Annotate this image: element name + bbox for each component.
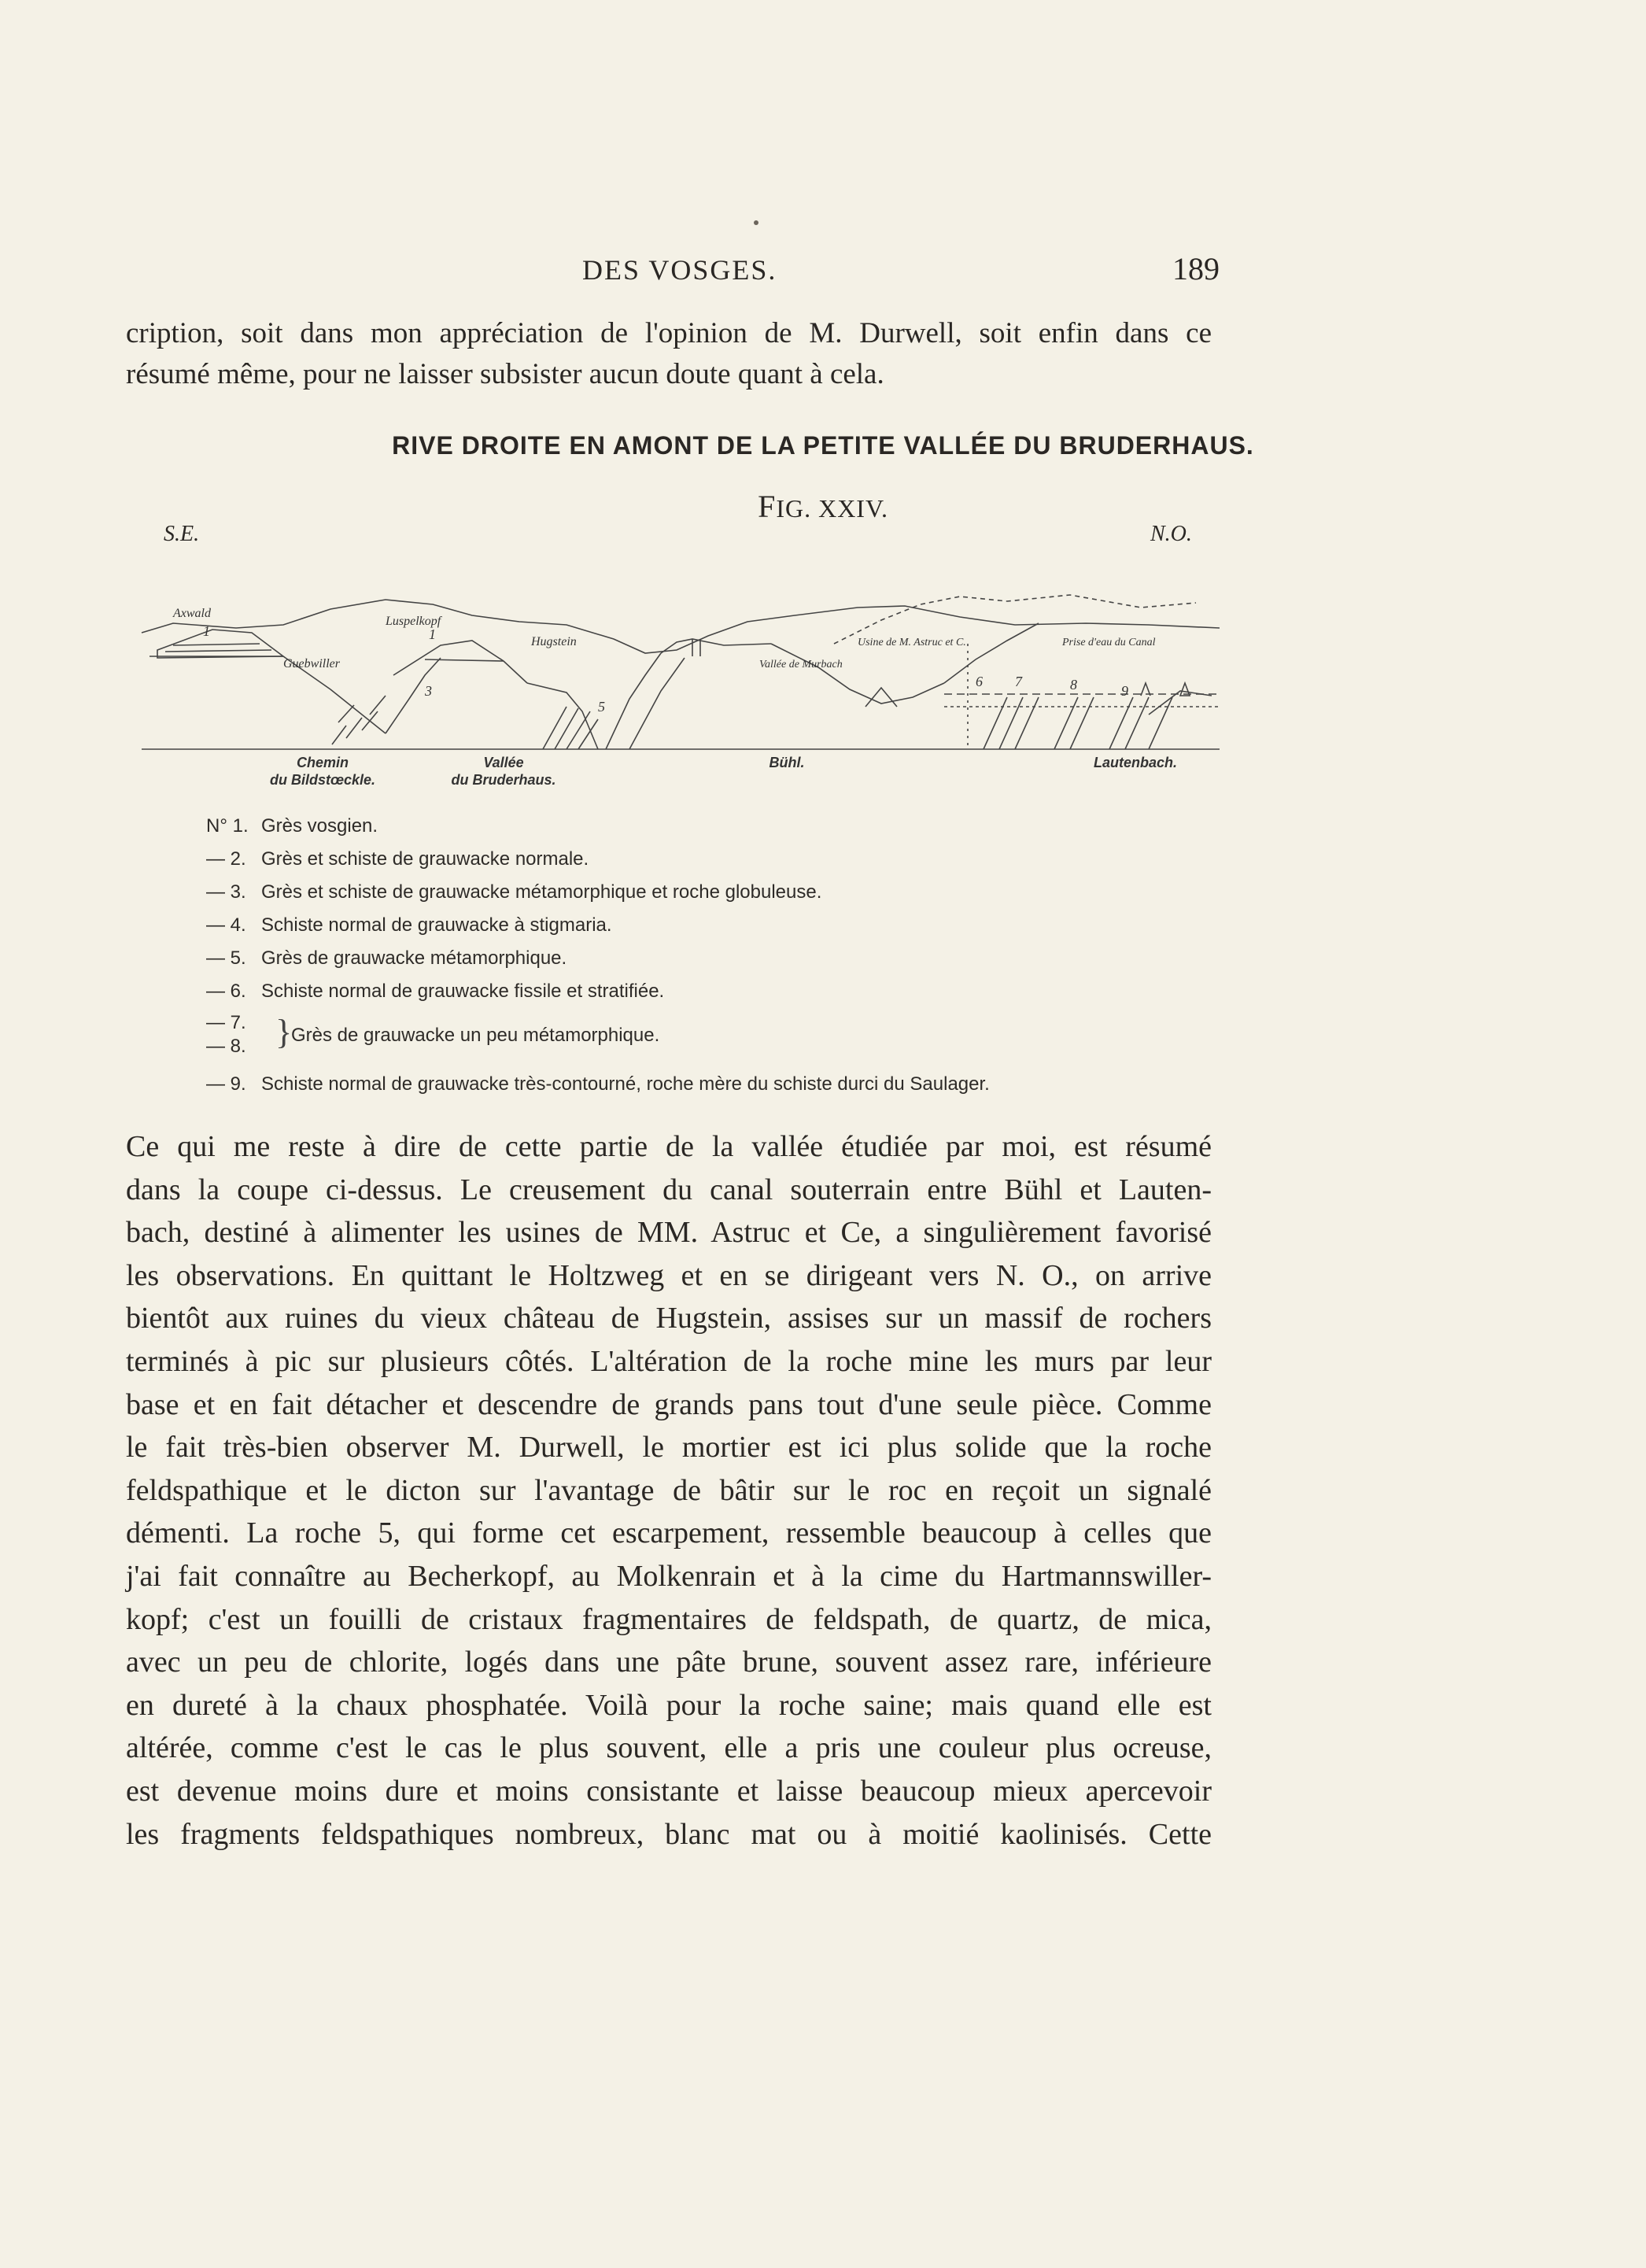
legend-text: Grès et schiste de grauwacke métamorphique et roche globuleuse. xyxy=(261,881,822,903)
hatching xyxy=(984,697,1172,749)
layer-line xyxy=(425,659,504,661)
text-line: bach, destiné à alimenter les usines de MM. Astruc et Ce, a singulièrement favorisé xyxy=(126,1216,1212,1250)
legend-text: Grès de grauwacke un peu métamorphique. xyxy=(291,1025,660,1046)
page-number: 189 xyxy=(1172,251,1220,286)
caption-line: du Bruderhaus. xyxy=(451,772,556,788)
hill-outline xyxy=(393,641,527,683)
text-line: est devenue moins dure et moins consistante et laisse beaucoup mieux apercevoir xyxy=(126,1774,1212,1808)
text-line: j'ai fait connaître au Becherkopf, au Molkenrain et à la cime du Hartmannswiller- xyxy=(126,1559,1212,1593)
legend-row xyxy=(206,848,589,870)
layer-number: 1 xyxy=(429,626,436,642)
figure-label-initial: F xyxy=(758,489,777,524)
layer-line xyxy=(173,644,260,645)
running-head xyxy=(0,253,1646,293)
label-prise-eau: Prise d'eau du Canal xyxy=(1062,637,1156,648)
layer-number: 1 xyxy=(203,623,210,639)
legend-number: — 7. xyxy=(206,1012,246,1033)
legend-text: Schiste normal de grauwacke très-contourné, roche mère du schiste durci du Saulager. xyxy=(261,1073,990,1095)
legend-text: Grès et schiste de grauwacke normale. xyxy=(261,848,589,870)
text-line: feldspathique et le dicton sur l'avantage de bâtir sur le roc en reçoit un signalé xyxy=(126,1473,1212,1507)
layer-number: 9 xyxy=(1121,683,1128,699)
caption-line: Chemin xyxy=(296,755,349,770)
legend-brace: } xyxy=(275,1013,293,1051)
legend-text: Schiste normal de grauwacke fissile et stratifiée. xyxy=(261,981,665,1002)
text-line: altérée, comme c'est le cas le plus souvent, elle a pris une couleur plus ocreuse, xyxy=(126,1731,1212,1765)
slope-line xyxy=(944,623,1039,683)
text-line: base et en fait détacher et descendre de grands pans tout d'une seule pièce. Comme xyxy=(126,1387,1212,1421)
legend-text: Schiste normal de grauwacke à stigmaria. xyxy=(261,914,612,936)
surface-profile xyxy=(142,600,1220,653)
text-line: les observations. En quittant le Holtzweg et en se dirigeant vers N. O., on arrive xyxy=(126,1258,1212,1292)
contact-line xyxy=(386,658,441,733)
layer-number: 6 xyxy=(976,674,983,689)
text-line: le fait très-bien observer M. Durwell, le mortier est ici plus solide que la roche xyxy=(126,1431,1212,1465)
caption-line: Vallée xyxy=(483,755,524,770)
body-paragraph xyxy=(126,1125,1212,1856)
text-line: terminés à pic sur plusieurs côtés. L'altération de la roche mine les murs par leur xyxy=(126,1344,1212,1378)
legend-row xyxy=(206,815,378,837)
legend-number: N° 1. xyxy=(206,815,249,837)
contact-line xyxy=(606,653,661,749)
label-axwald: Axwald xyxy=(173,607,211,620)
contact-line xyxy=(629,658,685,749)
label-guebwiller: Guebwiller xyxy=(283,657,340,670)
layer-1-cap xyxy=(157,630,283,658)
caption-chemin xyxy=(260,754,386,789)
caption-buhl: Bühl. xyxy=(769,755,805,770)
hatching xyxy=(362,696,386,730)
text-line: les fragments feldspathiques nombreux, blanc mat ou à moitié kaolinisés. Cette xyxy=(126,1817,1212,1851)
figure-label-rest: IG. XXIV. xyxy=(776,494,888,523)
valley-outline xyxy=(771,644,944,704)
label-usine: Usine de M. Astruc et C. xyxy=(858,637,966,648)
layer-line xyxy=(165,650,271,652)
text-line: cription, soit dans mon appréciation de l'opinion de M. Durwell, soit enfin dans ce xyxy=(126,317,1212,349)
layer-number: 7 xyxy=(1015,674,1022,689)
text-line: avec un peu de chlorite, logés dans une pâte brune, souvent assez rare, inférieure xyxy=(126,1646,1212,1679)
layer-number: 3 xyxy=(425,683,432,699)
legend-number: — 9. xyxy=(206,1073,246,1095)
legend-text: Grès vosgien. xyxy=(261,815,378,837)
layer-number: 8 xyxy=(1070,677,1077,693)
ink-dot xyxy=(754,220,758,225)
direction-northwest: N.O. xyxy=(1150,522,1192,546)
layer-number: 5 xyxy=(598,699,605,715)
legend-row xyxy=(206,881,821,903)
legend-number: — 8. xyxy=(206,1036,246,1057)
text-line: Ce qui me reste à dire de cette partie de la vallée étudiée par moi, est résumé xyxy=(126,1130,1212,1163)
figure-heading: RIVE DROITE EN AMONT DE LA PETITE VALLÉE DU BRUDERHAUS. xyxy=(392,431,1254,460)
legend-row xyxy=(206,1073,990,1095)
text-line: dans la coupe ci-dessus. Le creusement du canal souterrain entre Bühl et Lauten- xyxy=(126,1173,1212,1206)
text-line: kopf; c'est un fouilli de cristaux fragmentaires de feldspath, de quartz, de mica, xyxy=(126,1602,1212,1636)
text-line: démenti. La roche 5, qui forme cet escarpement, ressemble beaucoup à celles que xyxy=(126,1516,1212,1550)
legend-number: — 6. xyxy=(206,981,246,1002)
text-line: bientôt aux ruines du vieux château de Hugstein, assises sur un massif de rochers xyxy=(126,1302,1212,1335)
direction-southeast: S.E. xyxy=(164,522,200,546)
legend-row xyxy=(206,914,612,936)
figure-label xyxy=(0,488,1646,525)
label-luspelkopf: Luspelkopf xyxy=(386,615,441,628)
caption-line: du Bildstœckle. xyxy=(269,772,375,788)
label-hugstein: Hugstein xyxy=(531,635,577,648)
label-vallee-murbach: Vallée de Murbach xyxy=(759,659,843,670)
caption-vallee xyxy=(441,754,567,789)
legend-number: — 3. xyxy=(206,881,246,903)
running-title: DES VOSGES. xyxy=(582,254,777,286)
text-line: en dureté à la chaux phosphatée. Voilà pour la roche saine; mais quand elle est xyxy=(126,1688,1212,1722)
legend-number: — 4. xyxy=(206,914,246,936)
intro-paragraph xyxy=(126,313,1212,394)
legend-number: — 5. xyxy=(206,947,246,969)
legend-row xyxy=(206,981,664,1003)
legend-row xyxy=(206,947,567,970)
legend-number: — 2. xyxy=(206,848,246,870)
hugstein-outline xyxy=(661,639,771,653)
caption-lautenbach: Lautenbach. xyxy=(1093,755,1177,770)
text-line: résumé même, pour ne laisser subsister aucun doute quant à cela. xyxy=(126,357,884,390)
legend-text: Grès de grauwacke métamorphique. xyxy=(261,947,567,969)
geological-section-diagram xyxy=(126,557,1227,754)
